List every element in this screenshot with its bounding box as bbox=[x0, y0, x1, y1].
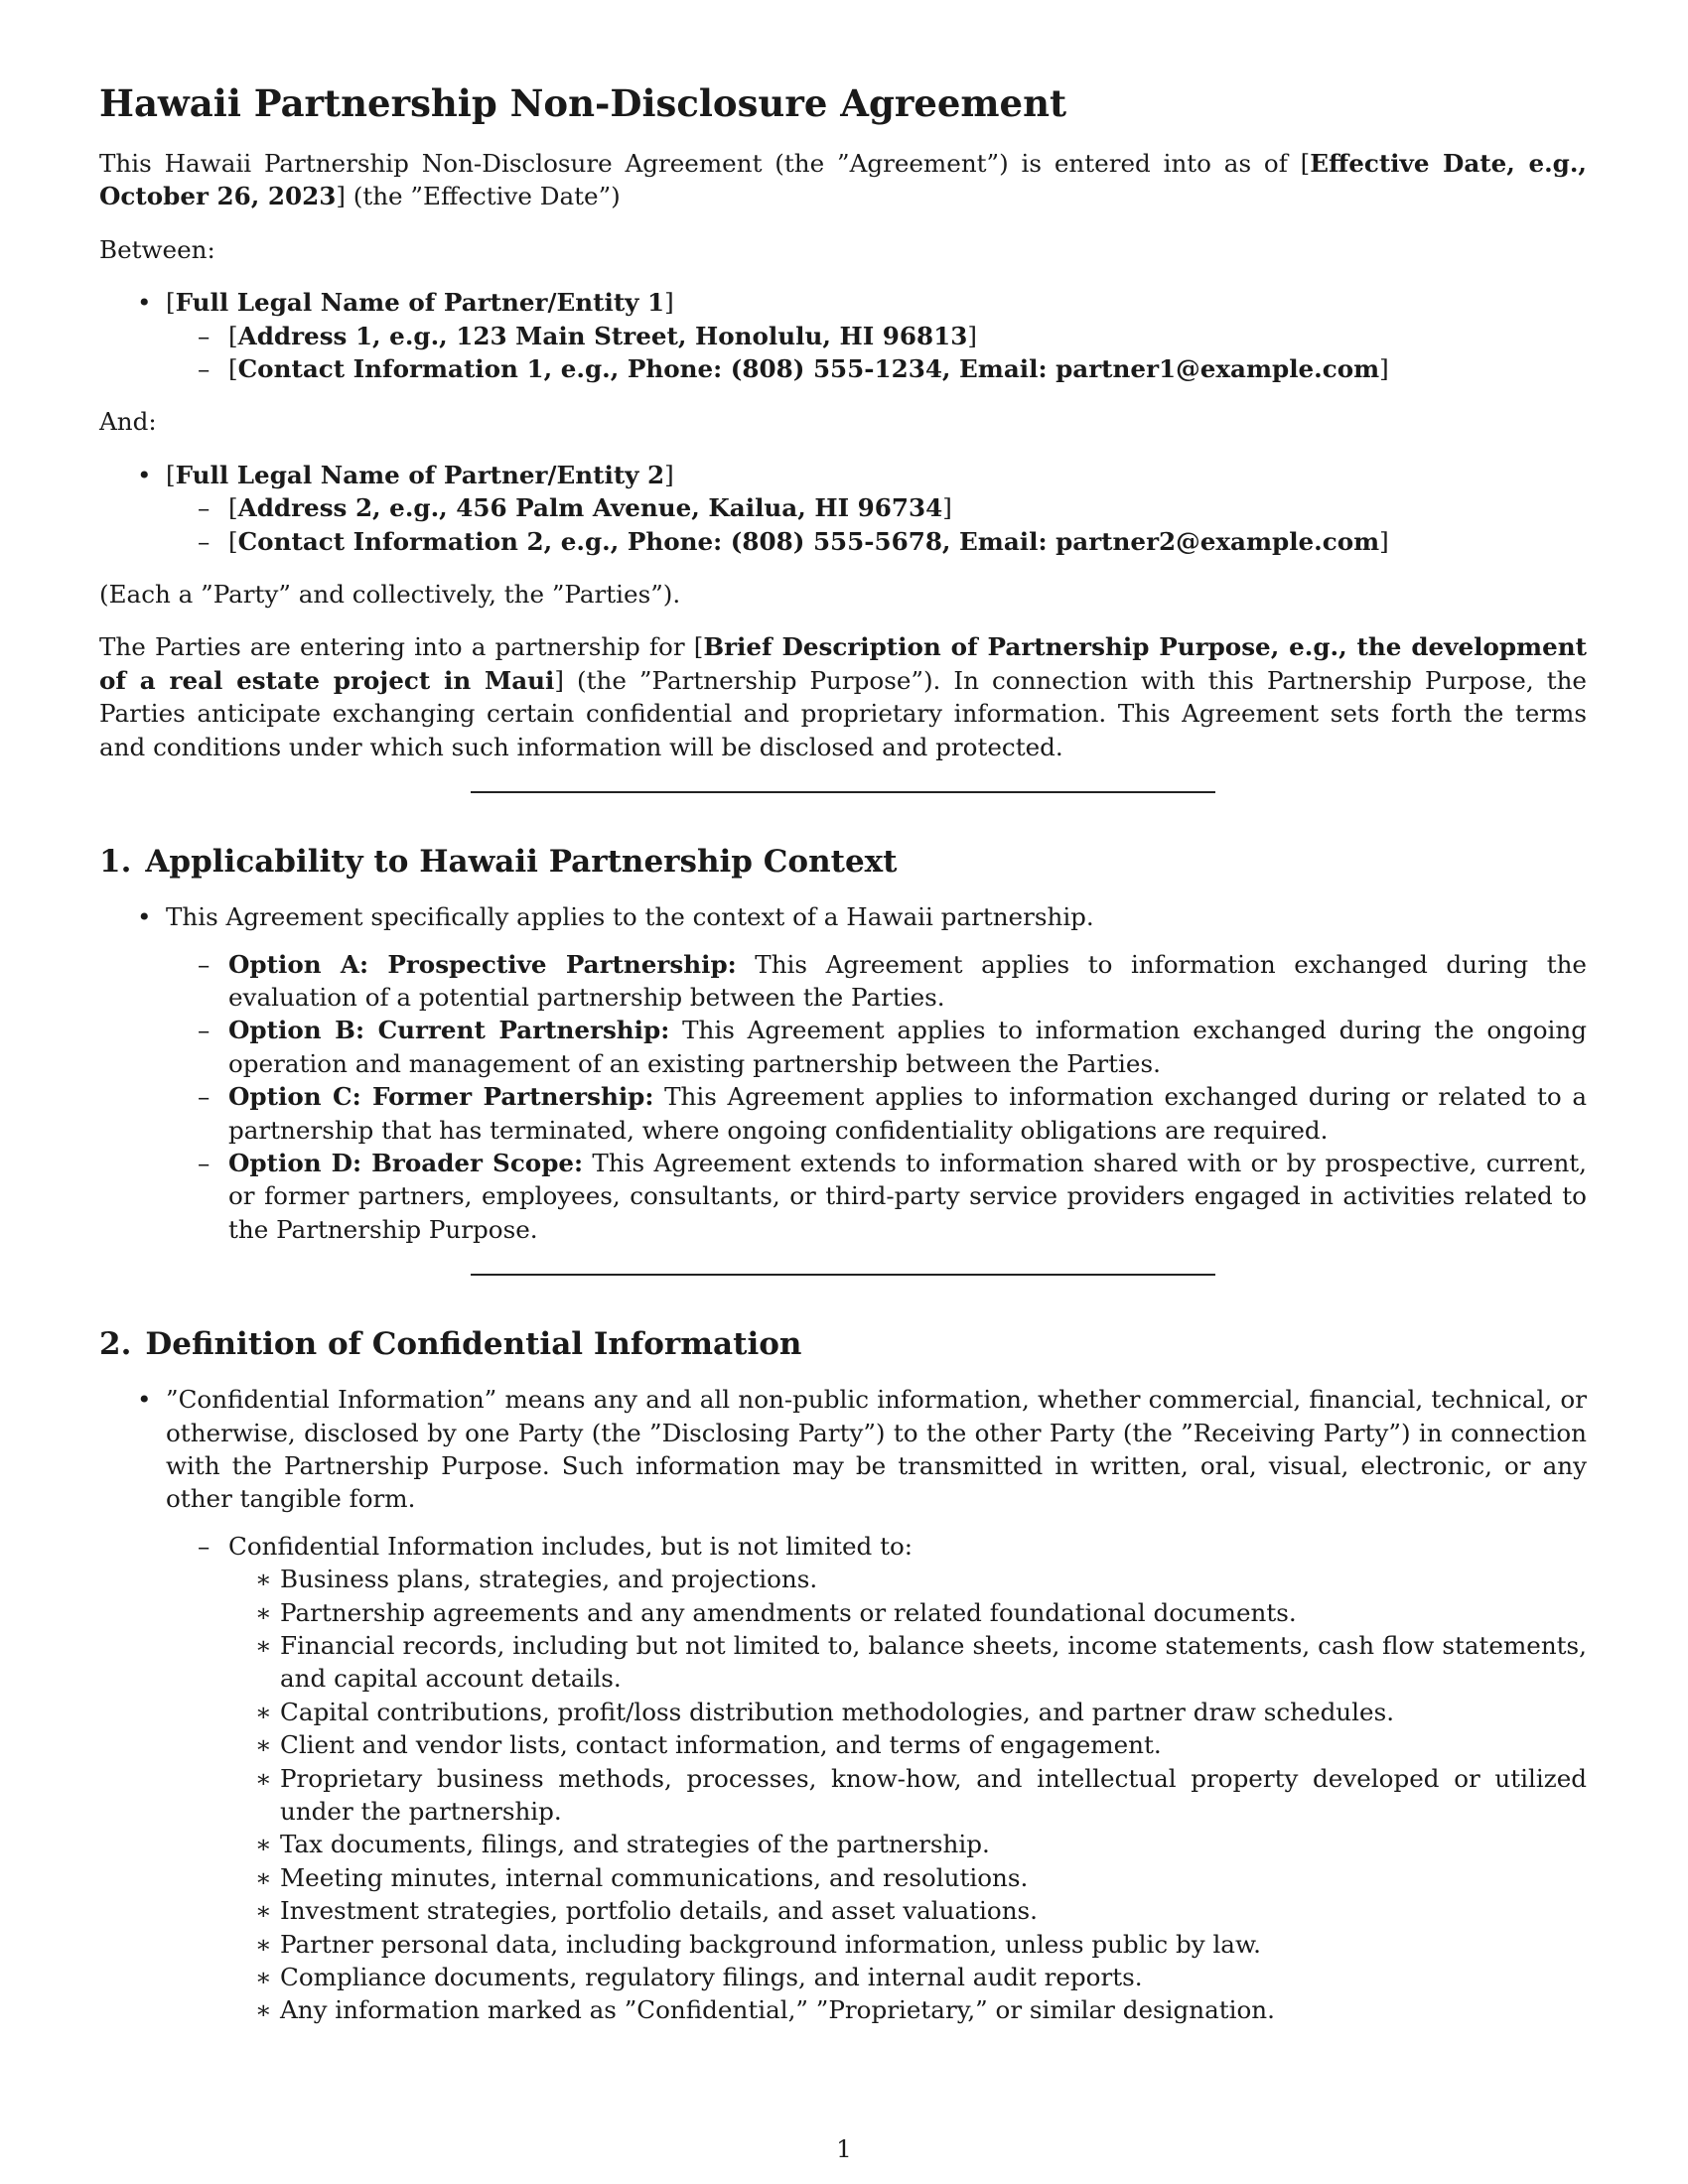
list-item bbox=[228, 1993, 1587, 2026]
option-label: Option C: Former Partnership: bbox=[228, 1082, 654, 1112]
and-label: And: bbox=[99, 407, 157, 437]
section2-list bbox=[99, 1383, 1587, 2027]
dash-marker: – bbox=[198, 1016, 211, 1045]
bullet-marker: • bbox=[137, 1385, 152, 1415]
list-item-text: Client and vendor lists, contact information, and terms of engagement. bbox=[280, 1730, 1162, 1760]
party1-contact: Contact Information 1, e.g., Phone: (808) 555-1234, Email: partner1@example.com bbox=[237, 354, 1380, 384]
party2-list bbox=[99, 459, 1587, 558]
asterisk-marker: ∗ bbox=[255, 1697, 272, 1726]
section1-list bbox=[99, 900, 1587, 1246]
dash-marker: – bbox=[198, 321, 211, 350]
asterisk-marker: ∗ bbox=[255, 1830, 272, 1859]
option-text: This Agreement applies to information exchanged during the evaluation of a potential partnership between the Parties. bbox=[228, 949, 1587, 1012]
option-item bbox=[166, 948, 1587, 1015]
list-item-text: Partnership agreements and any amendments or related foundational documents. bbox=[280, 1597, 1297, 1627]
list-item bbox=[228, 1696, 1587, 1728]
party1-name-item: • [Full Legal Name of Partner/Entity 1] – [Address 1, e.g., 123 Main Street, Honolulu, HI 96813] – [Contact Information 1, e.g., Phone: (808) 555-1234, Email: partner1@example.com] bbox=[99, 286, 1587, 385]
purpose-paragraph bbox=[99, 630, 1587, 763]
party1-name: Full Legal Name of Partner/Entity 1 bbox=[175, 288, 665, 318]
list-item-text: Capital contributions, profit/loss distribution methodologies, and partner draw schedules. bbox=[280, 1697, 1395, 1726]
party2-contact-item: – [Contact Information 2, e.g., Phone: (808) 555-5678, Email: partner2@example.com] bbox=[166, 525, 1587, 558]
asterisk-marker: ∗ bbox=[255, 1963, 272, 1992]
section2-heading bbox=[99, 1325, 1587, 1363]
section1-bullet-text: This Agreement specifically applies to the context of a Hawaii partnership. bbox=[166, 902, 1094, 932]
option-item bbox=[166, 1080, 1587, 1147]
section2-title: Definition of Confidential Information bbox=[145, 1326, 802, 1363]
option-text: This Agreement applies to information exchanged during or related to a partnership that has terminated, where ongoing confidentiality obligations are required. bbox=[228, 1082, 1588, 1145]
section2-bullet bbox=[99, 1383, 1587, 2027]
list-item bbox=[228, 1928, 1587, 1961]
dash-marker: – bbox=[198, 493, 211, 523]
party2-address-item: – [Address 2, e.g., 456 Palm Avenue, Kailua, HI 96734] bbox=[166, 491, 1587, 524]
asterisk-marker: ∗ bbox=[255, 1565, 272, 1594]
list-item bbox=[228, 1728, 1587, 1761]
dash-marker: – bbox=[198, 526, 211, 556]
includes-item bbox=[166, 1530, 1587, 2027]
asterisk-marker: ∗ bbox=[255, 1862, 272, 1892]
section2-sublist bbox=[166, 1530, 1587, 2027]
parties-note: (Each a ”Party” and collectively, the ”Parties”). bbox=[99, 580, 681, 610]
list-item bbox=[228, 1828, 1587, 1860]
party2-details bbox=[166, 491, 1587, 558]
intro-text: This Hawaii Partnership Non-Disclosure Agreement (the ”Agreement”) is entered into as of [ bbox=[99, 149, 1311, 178]
dash-marker: – bbox=[198, 949, 211, 979]
party1-list bbox=[99, 286, 1587, 385]
section1-heading bbox=[99, 843, 1587, 881]
party1-details bbox=[166, 320, 1587, 386]
party1-address-item: – [Address 1, e.g., 123 Main Street, Honolulu, HI 96813] bbox=[166, 320, 1587, 352]
party1-contact-item: – [Contact Information 1, e.g., Phone: (808) 555-1234, Email: partner1@example.com] bbox=[166, 352, 1587, 385]
effective-date-placeholder: Effective Date, e.g., October 26, 2023 bbox=[99, 149, 1587, 211]
bullet-marker: • bbox=[137, 460, 152, 489]
purpose-text-end: ] (the ”Partnership Purpose”). In connection with this Partnership Purpose, the Parties anticipate exchanging certain confidential and proprietary information. This Agreement sets forth the terms and conditions under which such information will be disclosed and protected. bbox=[99, 665, 1587, 761]
list-item-text: Meeting minutes, internal communications, and resolutions. bbox=[280, 1862, 1029, 1892]
option-item bbox=[166, 1147, 1587, 1246]
dash-marker: – bbox=[198, 354, 211, 384]
list-item-text: Any information marked as ”Confidential,” ”Proprietary,” or similar designation. bbox=[280, 1995, 1275, 2025]
option-text: This Agreement extends to information shared with or by prospective, current, or former partners, employees, consultants, or third-party service providers engaged in activities related to the Partnership Purpose. bbox=[228, 1148, 1587, 1244]
list-item-text: Financial records, including but not limited to, balance sheets, income statements, cash flow statements, and capital account details. bbox=[280, 1631, 1587, 1694]
section1-title: Applicability to Hawaii Partnership Context bbox=[145, 844, 898, 881]
intro-paragraph bbox=[99, 147, 1587, 213]
party2-name: Full Legal Name of Partner/Entity 2 bbox=[175, 460, 665, 489]
section1-options bbox=[166, 948, 1587, 1247]
list-item-text: Investment strategies, portfolio details, and asset valuations. bbox=[280, 1896, 1038, 1926]
section2-bullet-text: ”Confidential Information” means any and all non-public information, whether commercial, financial, technical, or otherwise, disclosed by one Party (the ”Disclosing Party”) to the other Party (the ”Receiving Party”) in connection with the Partnership Purpose. Such information may be transmitted in written, oral, visual, electronic, or any other tangible form. bbox=[166, 1385, 1587, 1514]
purpose-text: The Parties are entering into a partnership for [ bbox=[99, 632, 704, 662]
bullet-marker: • bbox=[137, 288, 152, 318]
list-item-text: Business plans, strategies, and projections. bbox=[280, 1565, 818, 1594]
section1-number: 1. bbox=[99, 844, 132, 881]
asterisk-marker: ∗ bbox=[255, 1896, 272, 1926]
intro-text-end: ] (the ”Effective Date”) bbox=[336, 182, 621, 211]
asterisk-marker: ∗ bbox=[255, 1929, 272, 1959]
page-number: 1 bbox=[836, 2134, 852, 2163]
document-title: Hawaii Partnership Non-Disclosure Agreement bbox=[99, 81, 1067, 125]
list-item bbox=[228, 1861, 1587, 1894]
party2-address: Address 2, e.g., 456 Palm Avenue, Kailua, HI 96734 bbox=[237, 493, 943, 523]
section-divider bbox=[471, 791, 1215, 793]
bullet-marker: • bbox=[137, 902, 152, 932]
option-label: Option B: Current Partnership: bbox=[228, 1016, 670, 1045]
list-item-text: Proprietary business methods, processes, know-how, and intellectual property developed or utilized under the partnership. bbox=[280, 1763, 1587, 1827]
section-divider bbox=[471, 1274, 1215, 1276]
list-item bbox=[228, 1563, 1587, 1595]
dash-marker: – bbox=[198, 1531, 211, 1561]
list-item-text: Partner personal data, including background information, unless public by law. bbox=[280, 1929, 1261, 1959]
list-item bbox=[228, 1894, 1587, 1927]
list-item-text: Compliance documents, regulatory filings, and internal audit reports. bbox=[280, 1963, 1143, 1992]
option-item bbox=[166, 1014, 1587, 1080]
party2-contact: Contact Information 2, e.g., Phone: (808) 555-5678, Email: partner2@example.com bbox=[237, 526, 1380, 556]
dash-marker: – bbox=[198, 1082, 211, 1112]
list-item bbox=[228, 1762, 1587, 1829]
confidential-items bbox=[228, 1563, 1587, 2027]
option-text: This Agreement applies to information exchanged during the ongoing operation and management of an existing partnership between the Parties. bbox=[228, 1016, 1587, 1078]
list-item-text: Tax documents, filings, and strategies of the partnership. bbox=[280, 1830, 990, 1859]
party1-address: Address 1, e.g., 123 Main Street, Honolulu, HI 96813 bbox=[237, 321, 968, 350]
dash-marker: – bbox=[198, 1148, 211, 1177]
list-item bbox=[228, 1961, 1587, 1993]
between-label: Between: bbox=[99, 234, 215, 264]
asterisk-marker: ∗ bbox=[255, 1995, 272, 2025]
asterisk-marker: ∗ bbox=[255, 1597, 272, 1627]
section1-bullet bbox=[99, 900, 1587, 1246]
document-body bbox=[99, 81, 1587, 2027]
asterisk-marker: ∗ bbox=[255, 1730, 272, 1760]
party2-name-item: • [Full Legal Name of Partner/Entity 2] – [Address 2, e.g., 456 Palm Avenue, Kailua, HI 96734] – [Contact Information 2, e.g., Phone: (808) 555-5678, Email: partner2@example.com] bbox=[99, 459, 1587, 558]
list-item bbox=[228, 1596, 1587, 1629]
asterisk-marker: ∗ bbox=[255, 1631, 272, 1660]
includes-label: Confidential Information includes, but is not limited to: bbox=[228, 1531, 914, 1561]
section2-number: 2. bbox=[99, 1326, 132, 1363]
option-label: Option A: Prospective Partnership: bbox=[228, 949, 737, 979]
purpose-placeholder: Brief Description of Partnership Purpose, e.g., the development of a real estate project in Maui bbox=[99, 632, 1587, 695]
asterisk-marker: ∗ bbox=[255, 1763, 272, 1793]
list-item bbox=[228, 1629, 1587, 1696]
option-label: Option D: Broader Scope: bbox=[228, 1148, 584, 1177]
